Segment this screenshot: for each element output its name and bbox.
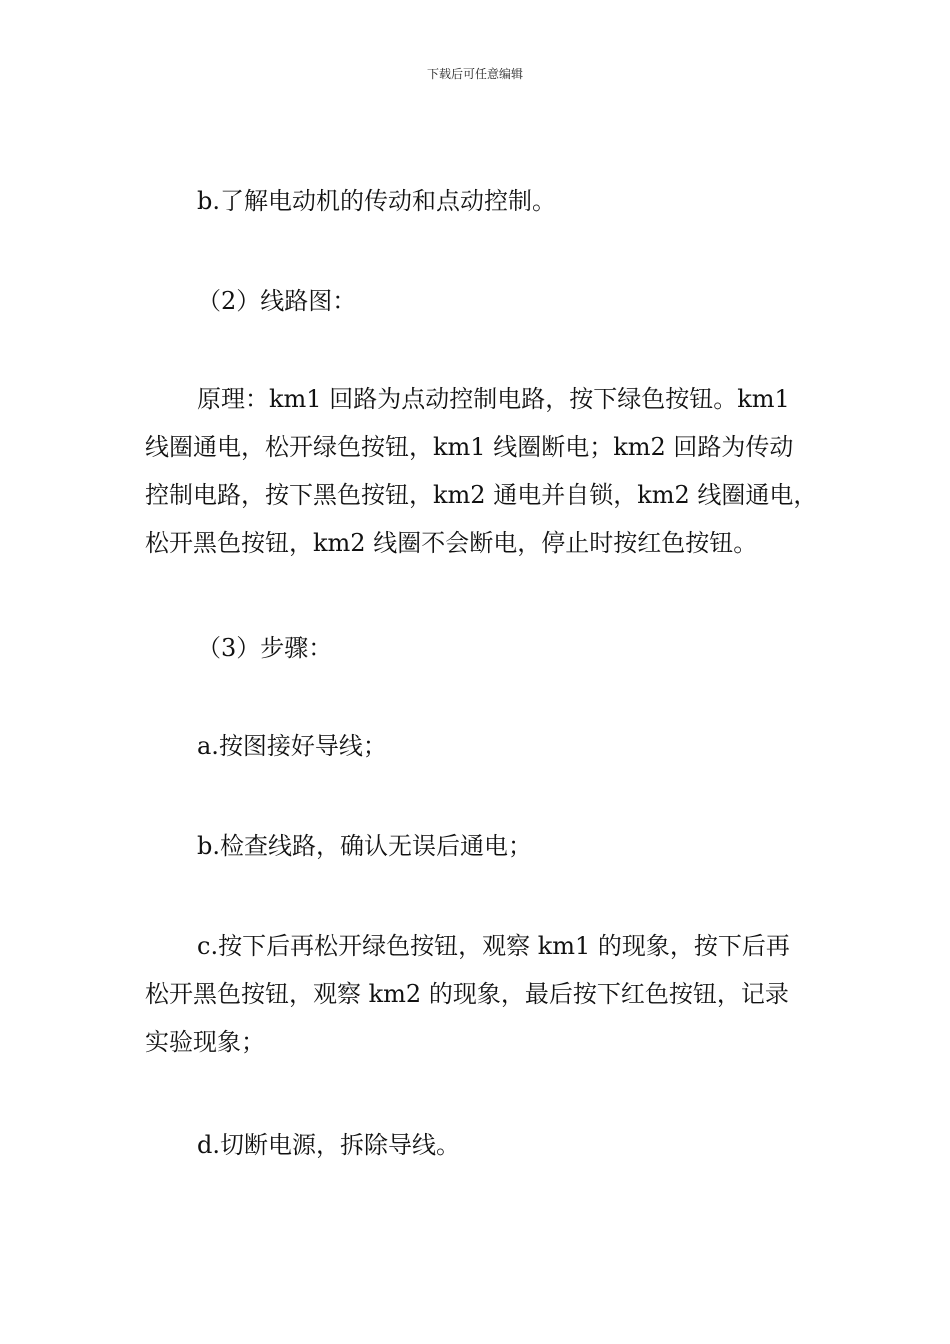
- page-header-note: 下载后可任意编辑: [426, 67, 523, 81]
- heading-circuit-diagram: （2）线路图：: [197, 287, 357, 315]
- step-c-line: c.按下后再松开绿色按钮，观察 km1 的现象，按下后再: [197, 932, 790, 960]
- heading-steps: （3）步骤：: [197, 634, 333, 662]
- principle-line: 控制电路，按下黑色按钮，km2 通电并自锁，km2 线圈通电，: [145, 481, 818, 509]
- principle-line: 线圈通电，松开绿色按钮，km1 线圈断电；km2 回路为传动: [145, 433, 794, 461]
- step-c-line: 实验现象；: [145, 1028, 265, 1056]
- paragraph-objective-b: b.了解电动机的传动和点动控制。: [197, 187, 556, 215]
- principle-line: 松开黑色按钮，km2 线圈不会断电，停止时按红色按钮。: [145, 529, 758, 557]
- step-a: a.按图接好导线；: [197, 732, 387, 760]
- paragraph-principle: [145, 375, 835, 567]
- step-c-line: 松开黑色按钮，观察 km2 的现象，最后按下红色按钮，记录: [145, 980, 789, 1008]
- step-b: b.检查线路，确认无误后通电；: [197, 832, 532, 860]
- step-d: d.切断电源，拆除导线。: [197, 1131, 460, 1159]
- step-c: [145, 922, 835, 1066]
- principle-line: 原理：km1 回路为点动控制电路，按下绿色按钮。km1: [197, 385, 790, 413]
